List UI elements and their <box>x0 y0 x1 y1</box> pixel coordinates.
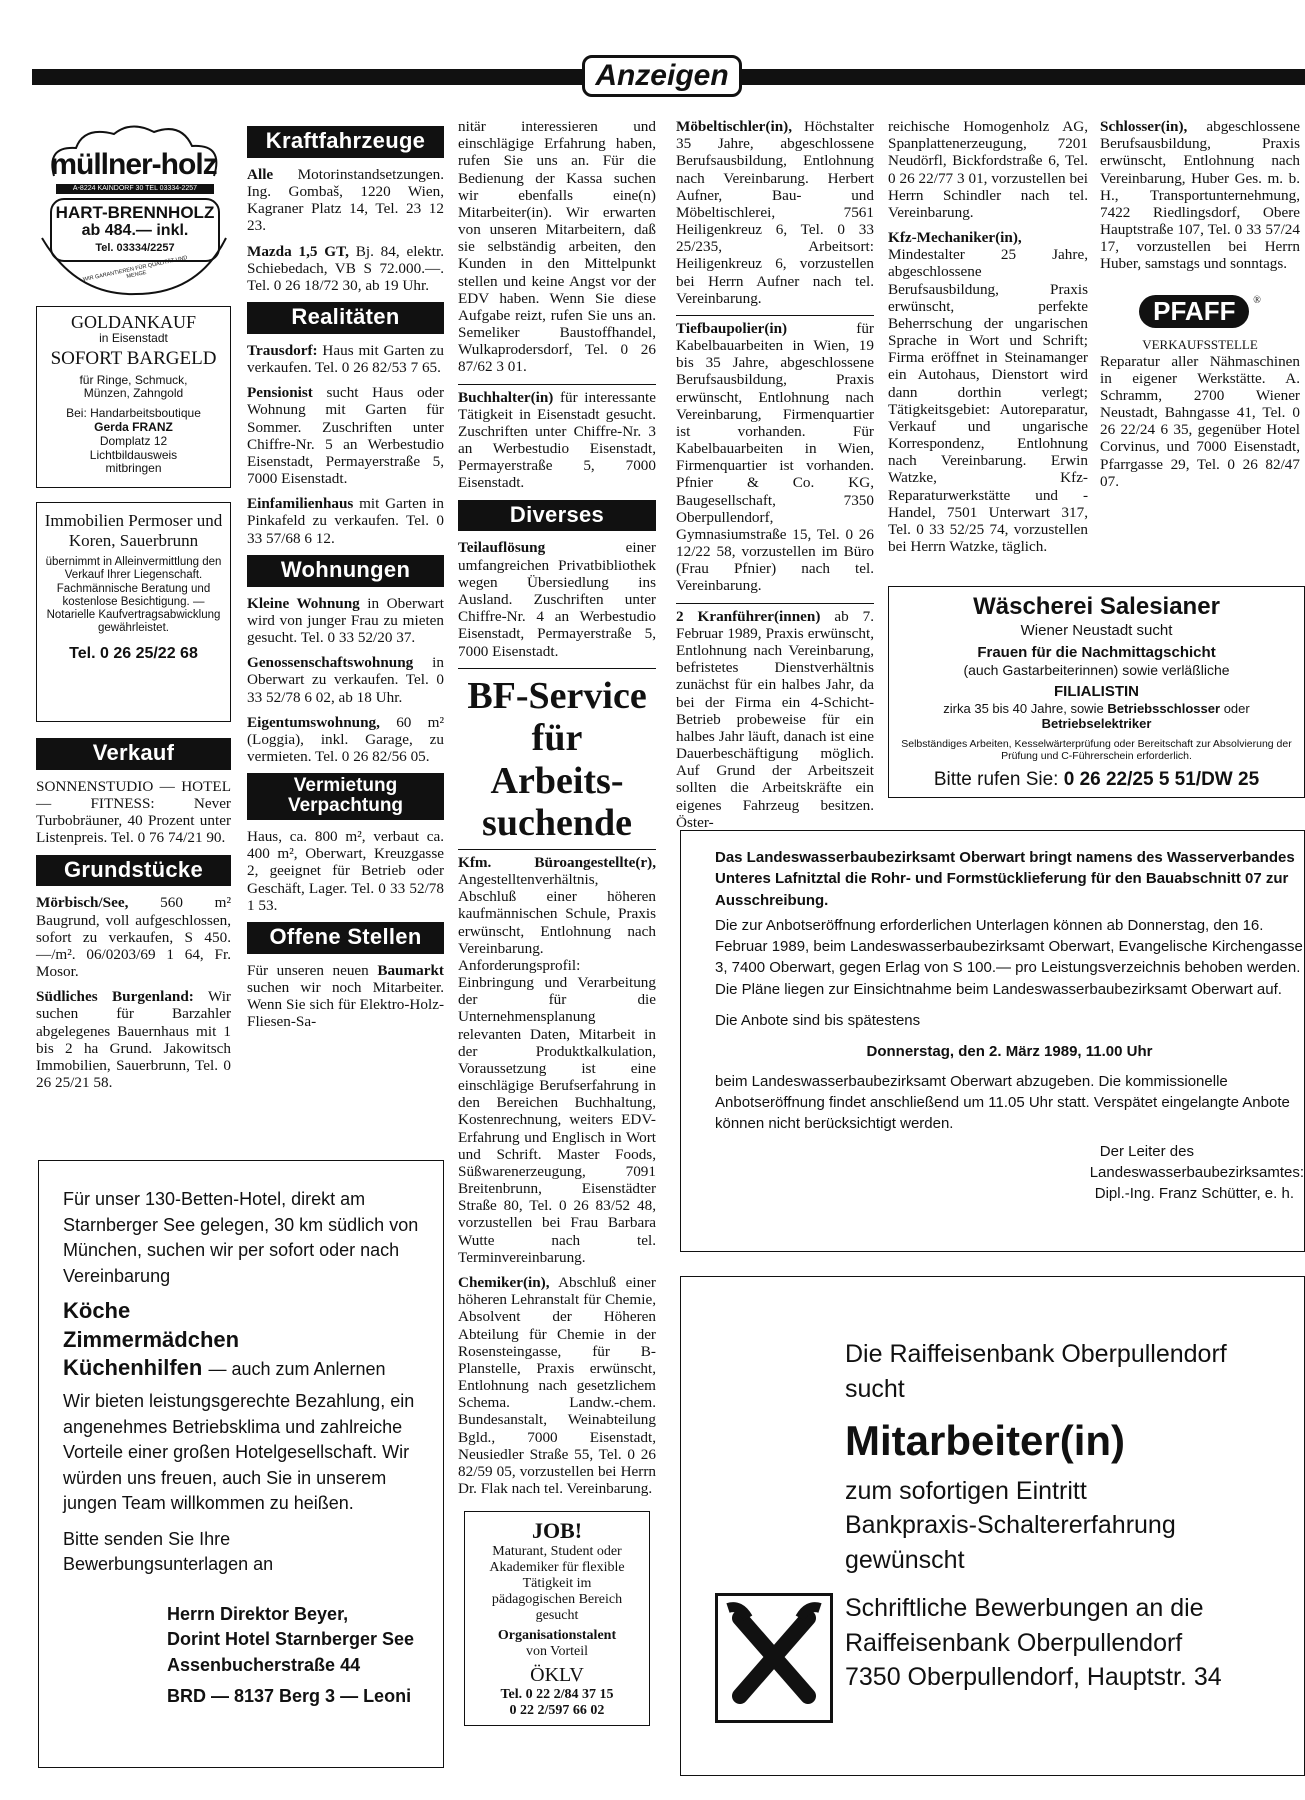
hotel-address <box>167 1602 419 1710</box>
buch-ad-text: für interessante Tätigkeit in Eisenstadt gesucht. Zuschriften unter Chiffre-Nr. 3 an Werbestudio Eisenstadt, Permayerstraße 5, 7000 Eisenstadt. <box>458 388 656 492</box>
hotel-ad <box>38 1160 444 1768</box>
bf-ad-1-text: Angestelltenverhältnis, Abschluß einer höheren kaufmännischen Schule, Praxis erwünscht, Entlohnung nach Vereinbarung. Anforderungsprofil: Einbringung und Verarbeitung der für die Unternehmensplanung relevanten Daten, Mitarbeit in der Produktkalkulation, Voraussetzung ist eine einschlägige Berufserfahrung in den Bereichen Buchhaltung, Kostenrechnung, weiters EDV-Erfahrung und Englisch in Wort und Schrift. Master Foods, Süßwarenerzeugung, 7091 Breitenbrunn, Eisenstädter Straße 80, Tel. 0 26 83/52 48, vorzustellen bei Frau Barbara Wutte nach tel. Terminvereinbarung. <box>458 871 656 1266</box>
kfz-ad-1 <box>247 166 444 235</box>
waescherei-call-line <box>893 769 1300 792</box>
real-ad-1-lead: Trausdorf: <box>247 341 318 359</box>
wohn-ad-1-text: in Oberwart wird von junger Frau zu mieten gesucht. Tel. 0 33 52/20 37. <box>247 594 444 647</box>
hotel-intro: Für unser 130-Betten-Hotel, direkt am Starnberger See gelegen, 30 km südlich von München, suchen wir per sofort oder nach Vereinbarung <box>63 1189 419 1286</box>
hotel-job-3: Küchenhilfen <box>63 1355 203 1381</box>
hotel-addr-3: Assenbucherstraße 44 <box>167 1654 361 1675</box>
column-4 <box>676 118 874 839</box>
column-2 <box>247 126 444 1039</box>
div-ad-text: einer umfangreichen Privatbibliothek wegen Übersiedlung ins Ausland. Zuschriften unter Chiffre-Nr. 4 an Werbestudio Eisenstadt, Permayerstraße 5, 7000 Eisenstadt. <box>458 539 656 660</box>
banner-title <box>582 55 742 97</box>
wohn-ad-3-lead: Eigentumswohnung, <box>247 713 380 731</box>
bf-line-2: für <box>531 717 583 760</box>
buch-ad-lead: Buchhalter(in) <box>458 388 554 406</box>
kfz-header: Kraftfahrzeuge <box>247 126 444 158</box>
gold-at: Bei: Handarbeitsboutique <box>66 406 201 421</box>
moeb-ad-text: Höchstalter 35 Jahre, abgeschlossene Berufsausbildung, Entlohnung nach Vereinbarung. Herbert Aufner, Bau- und Möbeltischlerei, 7561 Heiligenkreuz 6, Tel. 0 33 25/235, Arbeitsort: Heiligenkreuz 6, vorzustellen bei Herrn Aufner nach tel. Vereinbarung. <box>676 118 874 307</box>
job-text: Maturant, Student oder Akademiker für flexible Tätigkeit im pädagogischen Bereich gesucht <box>489 1543 625 1623</box>
kfzm-ad-text: Mindestalter 25 Jahre, abgeschlossene Berufsausbildung, Praxis erwünscht, perfekte Beherrschung der ungarischen Sprache in Wort und Schrift; Firma eröffnet in Steinamanger ein Autohaus, Dienstort wird dann dorthin verlegt; Tätigkeitsgebiet: Autoreparatur, Verkauf und ungarische Korrespondenz, Entlohnung nach Vereinbarung. Erwin Watzke, Kfz-Reparaturwerkstätte und -Handel, 7501 Unterwart 317, Tel. 0 33 52/25 74, vorzustellen bei Herrn Watzke, täglich. <box>888 246 1088 556</box>
grund-ad-1-text: 560 m² Baugrund, voll aufgeschlossen, sofort zu verkaufen, S 450.—/m². 06/0203/69 1 64, Fr. Mosor. <box>36 894 231 981</box>
gold-headline: SOFORT BARGELD <box>50 348 217 370</box>
grund-ad-1 <box>36 894 231 980</box>
hotel-addr-4: BRD — 8137 Berg 3 — Leoni <box>167 1686 412 1707</box>
gold-street: Domplatz 12 <box>99 433 168 448</box>
real-ad-2-lead: Pensionist <box>247 384 313 402</box>
muellner-holz-ad <box>36 118 231 298</box>
raiffeisen-ad <box>680 1276 1305 1776</box>
job-title: JOB! <box>531 1518 583 1544</box>
immo-text: übernimmt in Alleinvermittlung den Verkauf Ihrer Liegenschaft. Fachmännische Beratung und kostenlose Besichtigung. — Notarielle Kaufvertragsabwicklung gewährleistet. <box>45 556 222 635</box>
divider <box>458 668 656 669</box>
immo-phone: Tel. 0 26 25/22 68 <box>69 645 198 663</box>
div-ad <box>458 539 656 659</box>
raiffeisen-gable-icon <box>718 1596 830 1720</box>
banner-rule-right <box>742 69 1305 85</box>
brand-product-box <box>50 198 220 262</box>
divider <box>458 384 656 385</box>
waescherei-req <box>893 701 1300 732</box>
offen-ad-lead: Baumarkt <box>377 961 444 979</box>
waescherei-phone: 0 26 22/25 5 51/DW 25 <box>1063 768 1260 790</box>
wohn-ad-2-text: in Oberwart zu verkaufen. Tel. 0 33 52/78 6 02, ab 18 Uhr. <box>247 654 444 706</box>
bf-ad-2-text: Abschluß einer höheren Lehranstalt für Chemie, Absolvent der Höheren Abteilung für Chemie in der Rosensteingasse, für B-Planstelle, Praxis erwünscht, Entlohnung nach gesetzlichem Schema. Landw.-chem. Bundesanstalt, Weinabteilung Bgld., 7000 Eisenstadt, Neusiedler Straße 55, Tel. 0 26 82/59 05, vorzustellen bei Herrn Dr. Flak nach tel. Vereinbarung. <box>458 1273 656 1498</box>
job-talent: Organisationstalent <box>497 1627 617 1643</box>
wasserbau-p1: Die zur Anbotseröffnung erforderlichen Unterlagen können ab Donnerstag, den 16. Februar 1989, beim Landeswasserbaubezirksamt Oberwart, Evangelische Kirchengasse 3, 7400 Oberwart, gegen Erlag von S 100.— pro Leistungsverzeichnis behoben werden. Die Pläne liegen zur Einsichtnahme beim Landeswasserbaubezirksamt Oberwart auf. <box>715 916 1303 998</box>
grund-ad-2-lead: Südliches Burgenland: <box>36 988 194 1006</box>
waescherei-sub: (auch Gastarbeiterinnen) sowie verläßliche <box>963 661 1230 678</box>
grund-ad-2 <box>36 988 231 1091</box>
wasserbau-p2: Die Anbote sind bis spätestens <box>715 1012 921 1030</box>
hotel-job-3-note: — auch zum Anlernen <box>208 1359 386 1380</box>
raiffeisen-text <box>845 1337 1305 1695</box>
wasserbau-deadline: Donnerstag, den 2. März 1989, 11.00 Uhr <box>866 1043 1153 1061</box>
kfz-ad-2-lead: Mazda 1,5 GT, <box>247 242 349 260</box>
immo-title: Immobilien Permoser und Koren, Sauerbrunn <box>44 511 223 550</box>
column-6 <box>1100 118 1300 490</box>
gold-place: in Eisenstadt <box>99 331 168 346</box>
moeb-ad <box>676 118 874 307</box>
wohnungen-header: Wohnungen <box>247 555 444 587</box>
raiffeisen-line-8: 7350 Oberpullendorf, Hauptstr. 34 <box>845 1663 1222 1692</box>
hotel-apply: Bitte senden Sie Ihre Bewerbungsunterlagen an <box>63 1528 274 1575</box>
raiffeisen-line-3: zum sofortigen Eintritt <box>845 1476 1087 1505</box>
wohn-ad-1-lead: Kleine Wohnung <box>247 594 360 612</box>
real-ad-3 <box>247 495 444 547</box>
bf-ad-1-lead: Kfm. Büroangestellte(r), <box>458 853 656 871</box>
moeb-ad-lead: Möbeltischler(in), <box>676 118 792 135</box>
brand-slogan: WIR GARANTIEREN FÜR QUALITÄT UND MENGE <box>82 255 189 284</box>
pfaff-registered: ® <box>1253 294 1261 306</box>
vermietung-header-line1: Vermietung <box>293 775 398 797</box>
waescherei-headline: Frauen für die Nachmittagschicht <box>977 643 1216 661</box>
job-ad <box>464 1511 650 1726</box>
wohn-ad-3-text: 60 m² (Loggia), inkl. Garage, zu vermieten. Tel. 0 26 82/56 05. <box>247 713 444 766</box>
hotel-job-1: Köche <box>63 1298 131 1324</box>
kfz-ad-2 <box>247 243 444 295</box>
gold-title: GOLDANKAUF <box>71 312 196 332</box>
buch-ad <box>458 389 656 492</box>
diverses-header: Diverses <box>458 500 656 532</box>
gold-items: für Ringe, Schmuck, Münzen, Zahngold <box>79 372 188 401</box>
brand-name: müllner-holz <box>50 148 217 181</box>
verkauf-header: Verkauf <box>36 738 231 770</box>
wasserbau-signature <box>715 1141 1304 1205</box>
bf-line-3: Arbeits- <box>490 759 624 802</box>
job-phone-1: Tel. 0 22 2/84 37 15 <box>500 1687 614 1703</box>
brand-price: ab 484.— inkl. <box>81 222 189 240</box>
wasserbau-notice <box>680 830 1305 1252</box>
bf-line-1: BF-Service <box>467 674 647 717</box>
banner-title-text: Anzeigen <box>595 59 729 92</box>
kfzm-ad <box>888 229 1088 555</box>
wasserbau-sig-3: Dipl.-Ing. Franz Schütter, e. h. <box>1094 1185 1294 1203</box>
offene-stellen-header: Offene Stellen <box>247 922 444 954</box>
wohn-ad-2-lead: Genossenschaftswohnung <box>247 654 414 672</box>
kran-ad <box>676 608 874 831</box>
grund-ad-2-text: Wir suchen für Barzahler abgelegenes Bauernhaus mit 1 bis 2 ha Grund. Jakowitsch Immobilien, Sauerbrunn, Tel. 0 26 25/21 58. <box>36 988 231 1092</box>
divider <box>676 603 874 604</box>
hotel-addr-1: Herrn Direktor Beyer, <box>167 1603 349 1624</box>
grund-ad-1-lead: Mörbisch/See, <box>36 894 129 912</box>
schl-ad-lead: Schlosser(in), <box>1100 118 1188 135</box>
bf-line-4: suchende <box>482 802 632 845</box>
waescherei-role: FILIALISTIN <box>1054 682 1139 700</box>
job-phone-2: 0 22 2/597 66 02 <box>509 1703 605 1719</box>
waescherei-req-b: Betriebsschlosser <box>1107 700 1221 716</box>
schl-ad <box>1100 118 1300 273</box>
vermietung-header <box>247 773 444 820</box>
real-ad-2-text: sucht Haus oder Wohnung mit Garten für Sommer. Zuschriften unter Chiffre-Nr. 5 an Werbestudio Eisenstadt, Permayerstraße 5, 7000 Eisenstadt. <box>247 384 444 488</box>
bf-ad-2 <box>458 1274 656 1497</box>
real-ad-3-text: mit Garten in Pinkafeld zu verkaufen. Tel. 0 33 57/68 6 12. <box>247 495 445 547</box>
offen-ad-text-a: Für unseren neuen <box>247 961 369 979</box>
gold-name: Gerda FRANZ <box>94 419 173 434</box>
bf-ad-2-lead: Chemiker(in), <box>458 1273 550 1291</box>
divider <box>458 849 656 850</box>
raiffeisen-headline: Mitarbeiter(in) <box>845 1417 1126 1464</box>
kran-ad-continued: reichische Homogenholz AG, Spanplattenerzeugung, 7201 Neudörfl, Bickfordstraße 6, Tel. 0 26 22/77 3 01, vorzustellen bei Herrn Schindler nach tel. Vereinbarung. <box>888 118 1088 221</box>
raiffeisen-line-7: Raiffeisenbank Oberpullendorf <box>845 1628 1183 1657</box>
brand-product: HART-BRENNHOLZ <box>55 203 215 222</box>
wasserbau-intro: Das Landeswasserbaubezirksamt Oberwart bringt namens des Wasserverbandes Unteres Lafnitztal die Rohr- und Formstücklieferung für den Bauabschnitt 07 zur Ausschreibung. <box>715 849 1295 909</box>
waescherei-req-d: Betriebselektriker <box>1041 716 1152 732</box>
offen-ad <box>247 962 444 1031</box>
waescherei-ad <box>888 586 1305 798</box>
job-advantage: von Vorteil <box>525 1644 589 1660</box>
kran-ad-text: ab 7. Februar 1989, Praxis erwünscht, Entlohnung nach Vereinbarung, befristetes Dienstverhältnis zunächst für ein halbes Jahr, da bei der Firma ein 4-Schicht-Betrieb probeweise für ein halbes Jahr läuft, danach ist eine Dauerbeschäftigung möglich. Auf Grund der Arbeitszeit sollten die Arbeitskräfte ein eigenes Fahrzeug besitzen. Öster- <box>676 607 874 831</box>
kfzm-ad-lead: Kfz-Mechaniker(in), <box>888 229 1022 247</box>
goldankauf-ad <box>36 306 231 488</box>
schl-ad-text: abgeschlossene Berufsausbildung, Praxis erwünscht, Entlohnung nach Vereinbarung, Huber Ges. m. b. H., Transportunternehmung, 7422 Riedlingsdorf, Obere Hauptstraße 107, Tel. 0 33 57/24 17, vorzustellen bei Herrn Huber, samstags und sonntags. <box>1100 118 1300 273</box>
real-ad-1-text: Haus mit Garten zu verkaufen. Tel. 0 26 82/53 7 65. <box>247 341 445 377</box>
raiffeisen-logo <box>715 1593 833 1723</box>
job-org: ÖKLV <box>530 1664 584 1687</box>
column-1 <box>36 118 231 1099</box>
hotel-job-2: Zimmermädchen <box>63 1326 240 1352</box>
real-ad-2 <box>247 384 444 487</box>
gold-id: Lichtbildausweis mitbringen <box>89 447 178 476</box>
offen-ad-continued: nitär interessieren und einschlägige Erfahrung haben, rufen Sie uns an. Für die Bedienung der Kassa suchen wir ebenfalls eine(n) Mitarbeiter(in). Wir erwarten von unseren Mitarbeitern, daß sie selbständig arbeiten, den Kunden in den Mittelpunkt stellen und keine Angst vor der EDV haben. Wenn Sie diese Aufgabe reizt, rufen Sie uns an. Semeliker Baustoffhandel, Wulkaprodersdorf, Tel. 0 26 87/62 3 01. <box>458 118 656 376</box>
raiffeisen-line-5: gewünscht <box>845 1545 965 1574</box>
kfz-ad-2-text: Bj. 84, elektr. Schiebedach, VB S 72.000.—. Tel. 0 26 18/72 30, ab 19 Uhr. <box>247 242 445 294</box>
vermietung-header-line2: Verpachtung <box>287 795 404 817</box>
pfaff-title: VERKAUFSSTELLE <box>1142 336 1258 352</box>
verkauf-ad: SONNENSTUDIO — HOTEL — FITNESS: Never Turbobräuner, 40 Prozent unter Listenpreis. Tel. 0 76 74/21 90. <box>36 777 231 847</box>
brand-phone: Tel. 03334/2257 <box>95 242 175 255</box>
hotel-offer: Wir bieten leistungsgerechte Bezahlung, ein angenehmes Betriebsklima und zahlreiche Vorteile einer großen Hotelgesellschaft. Wir würden uns freuen, auch Sie in unserem jungen Team willkommen zu heißen. <box>63 1390 415 1514</box>
offen-ad-text-b: suchen wir noch Mitarbeiter. Wenn Sie sich für Elektro-Holz-Fliesen-Sa- <box>247 978 444 1031</box>
waescherei-req-c: oder <box>1223 700 1250 716</box>
waescherei-call: Bitte rufen Sie: <box>933 768 1059 790</box>
column-5 <box>888 118 1088 563</box>
kran-ad-lead: 2 Kranführer(innen) <box>676 607 821 625</box>
kfz-ad-1-text: Motorinstandsetzungen. Ing. Gombaš, 1220 Wien, Kagraner Platz 14, Tel. 23 12 23. <box>247 165 444 235</box>
raiffeisen-line-4: Bankpraxis-Schaltererfahrung <box>845 1511 1176 1540</box>
wohn-ad-3 <box>247 714 444 766</box>
hotel-jobs <box>63 1297 419 1383</box>
waescherei-req-a: zirka 35 bis 40 Jahre, sowie <box>943 700 1104 716</box>
raiffeisen-line-2: sucht <box>845 1374 905 1403</box>
div-ad-lead: Teilauflösung <box>458 539 546 557</box>
tief-ad-text: für Kabelbauarbeiten in Wien, 19 bis 35 Jahre, abgeschlossene Berufsausbildung, Praxis erwünscht, Entlohnung nach Vereinbarung, Firmenquartier ist vorhanden. Für Kabelbauarbeiten in Wien, Firmenquartier ist vorhanden. Pfnier & Co. KG, Baugesellschaft, 7350 Oberpullendorf, Gymnasiumstraße 15, Tel. 0 26 12/22 58, vorzustellen im Büro (Frau Pfnier) nach tel. Vereinbarung. <box>676 319 874 595</box>
banner-rule-left <box>32 69 582 85</box>
hotel-addr-2: Dorint Hotel Starnberger See <box>167 1629 415 1650</box>
tief-ad <box>676 320 874 595</box>
raiffeisen-line-1: Die Raiffeisenbank Oberpullendorf <box>845 1340 1227 1368</box>
wasserbau-sig-2: Landeswasserbaubezirksamtes: <box>1089 1163 1304 1181</box>
brand-address: A-8224 KAINDORF 30 TEL 03334-2257 <box>56 184 214 194</box>
kfz-ad-1-lead: Alle <box>247 165 274 183</box>
wohn-ad-2 <box>247 654 444 706</box>
waescherei-place: Wiener Neustadt sucht <box>1020 621 1173 639</box>
wohn-ad-1 <box>247 595 444 647</box>
divider <box>676 315 874 316</box>
verm-ad: Haus, ca. 800 m², verbaut ca. 400 m², Oberwart, Kreuzgasse 2, geeignet für Betrieb oder Geschäft, Lager. Tel. 0 33 52/78 1 53. <box>247 828 444 914</box>
wasserbau-sig-1: Der Leiter des <box>1099 1142 1194 1160</box>
column-3 <box>458 118 656 1726</box>
waescherei-title: Wäscherei Salesianer <box>973 593 1220 620</box>
bf-service-heading <box>458 675 656 845</box>
pfaff-logo: PFAFF <box>1139 295 1249 328</box>
real-ad-1 <box>247 342 444 376</box>
pfaff-ad <box>1100 295 1300 490</box>
wasserbau-p3: beim Landeswasserbaubezirksamt Oberwart abzugeben. Die kommissionelle Anbotseröffnung findet anschließend um 11.05 Uhr statt. Verspätet eingelangte Anbote können nicht berücksichtigt werden. <box>715 1072 1290 1133</box>
pfaff-text: Reparatur aller Nähmaschinen in eigener Werkstätte. A. Schramm, 2700 Wiener Neustadt, Bahngasse 41, Tel. 0 26 22/24 6 35, gegenüber Hotel Corvinus, und 7000 Eisenstadt, Pfarrgasse 29, Tel. 0 26 82/47 07. <box>1100 352 1300 490</box>
tief-ad-lead: Tiefbaupolier(in) <box>676 319 788 337</box>
real-ad-3-lead: Einfamilienhaus <box>247 495 354 513</box>
realitaeten-header: Realitäten <box>247 302 444 334</box>
waescherei-note: Selbständiges Arbeiten, Kesselwärterprüfung oder Bereitschaft zur Absolvierung der Prüfung und C-Führerschein erforderlich. <box>901 737 1292 763</box>
hotel-job-3-line <box>63 1354 419 1383</box>
immobilien-ad <box>36 502 231 722</box>
raiffeisen-line-6: Schriftliche Bewerbungen an die <box>845 1594 1204 1623</box>
grundstuecke-header: Grundstücke <box>36 855 231 887</box>
bf-ad-1 <box>458 854 656 1266</box>
